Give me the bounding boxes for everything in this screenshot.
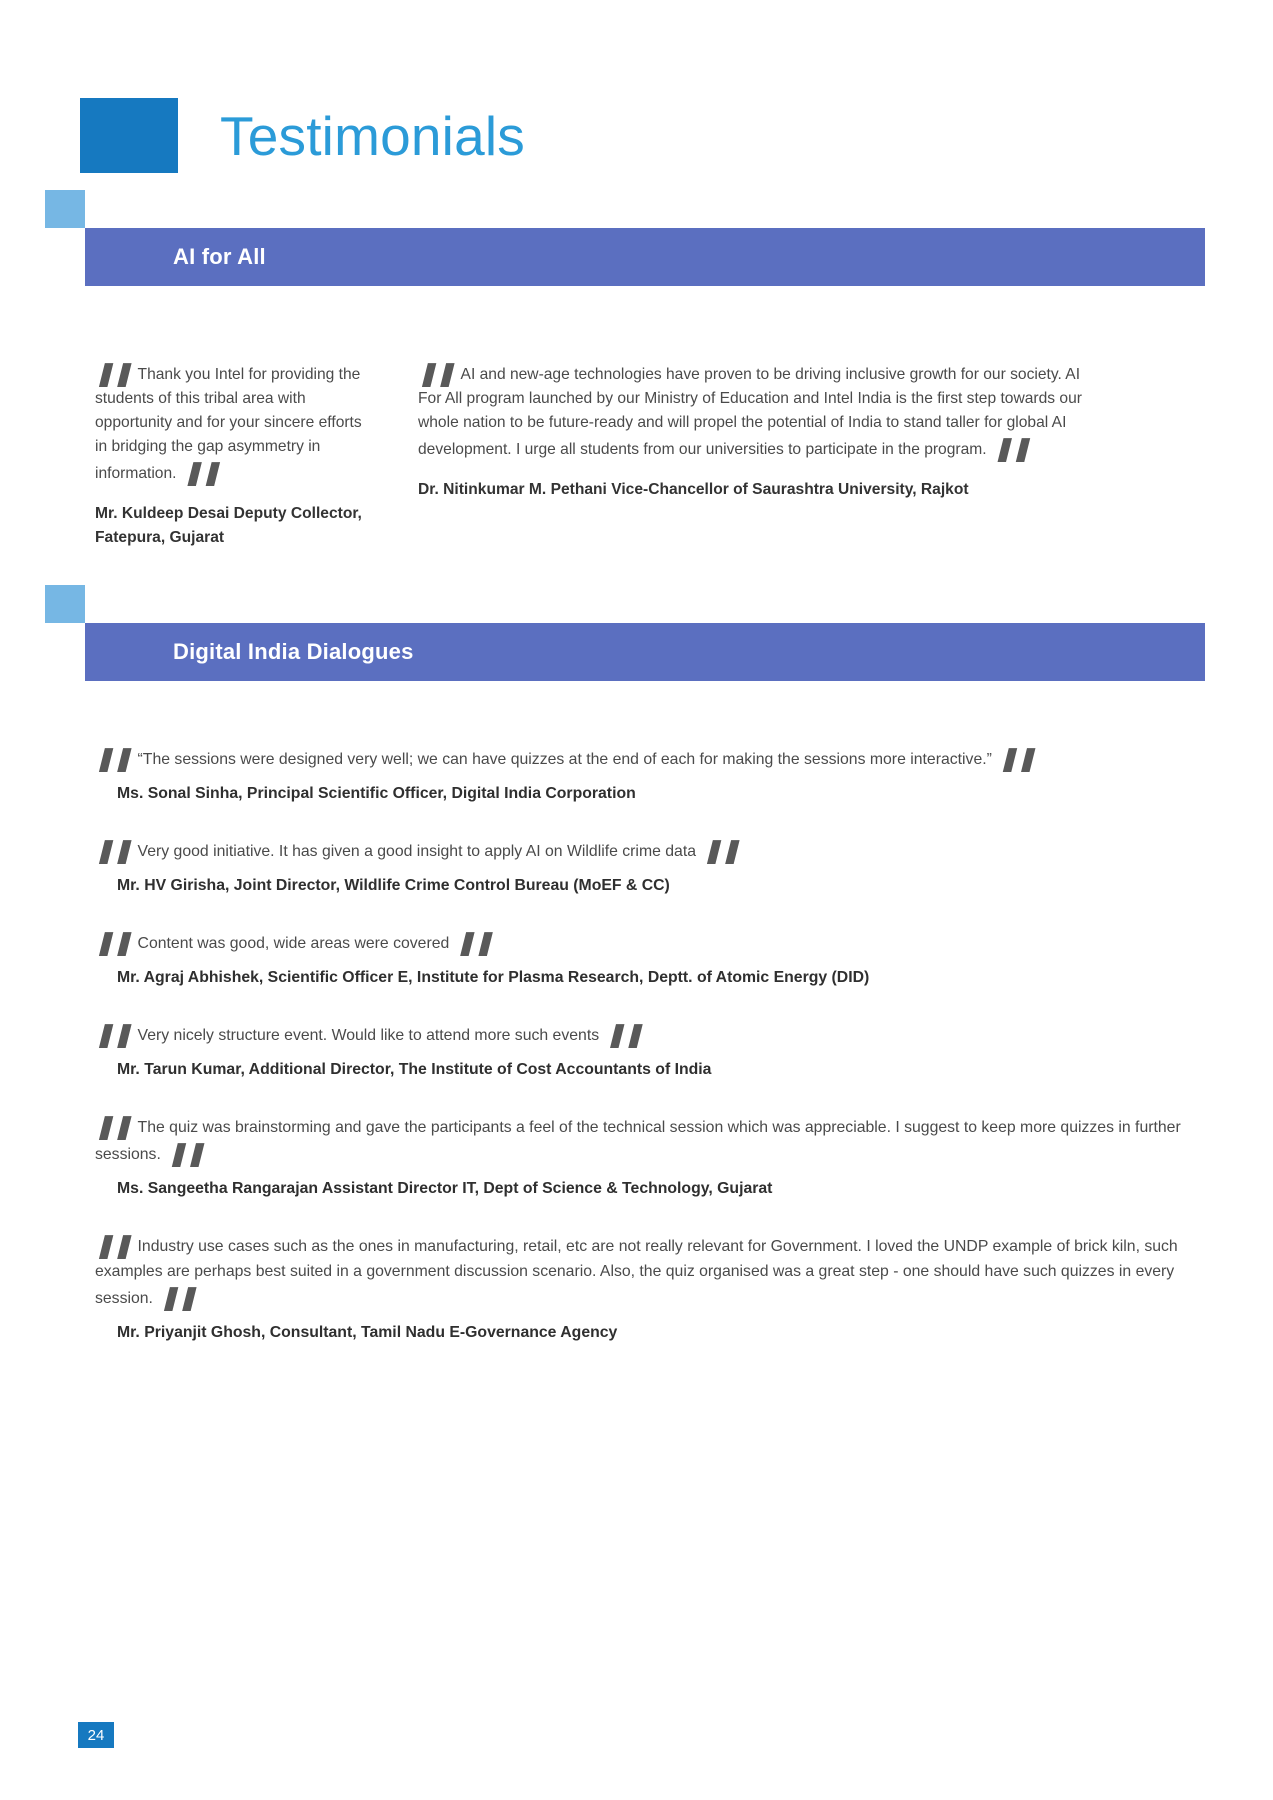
quote-close-icon: ❚❚	[167, 1140, 205, 1166]
testimonial-attribution: Mr. HV Girisha, Joint Director, Wildlife Crime Control Bureau (MoEF & CC)	[117, 877, 670, 894]
testimonial-attribution: Dr. Nitinkumar M. Pethani Vice-Chancellor of Saurashtra University, Rajkot	[418, 481, 969, 498]
quote-open-icon: ❚❚	[95, 929, 132, 955]
testimonial-attribution: Mr. Tarun Kumar, Additional Director, The Institute of Cost Accountants of India	[117, 1061, 712, 1078]
section-tab-accent	[45, 585, 85, 623]
page-header	[80, 98, 525, 173]
testimonial-quote	[95, 1021, 1205, 1048]
quote-close-icon: ❚❚	[703, 837, 740, 863]
quote-open-icon: ❚❚	[95, 745, 132, 771]
list-item	[95, 929, 1205, 990]
list-item	[95, 1232, 1205, 1345]
quote-open-icon: ❚❚	[418, 360, 455, 386]
testimonial-quote-text: Very nicely structure event. Would like to attend more such events	[137, 1027, 600, 1044]
quote-open-icon: ❚❚	[95, 360, 132, 386]
quote-close-icon: ❚❚	[993, 435, 1031, 461]
list-item	[95, 1021, 1205, 1082]
testimonial-quote-text: The quiz was brainstorming and gave the participants a feel of the technical session which was appreciable. I suggest to keep more quizzes in further sessions.	[95, 1119, 1181, 1163]
section-title-digital-india-dialogues: Digital India Dialogues	[173, 639, 414, 664]
quote-open-icon: ❚❚	[95, 837, 132, 863]
testimonial-quote-text: “The sessions were designed very well; we can have quizzes at the end of each for making the sessions more interactive.”	[137, 751, 992, 768]
testimonial-attribution: Ms. Sangeetha Rangarajan Assistant Director IT, Dept of Science & Technology, Gujarat	[117, 1180, 773, 1197]
section-header-bar	[85, 228, 1205, 286]
section-title-ai-for-all: AI for All	[173, 244, 266, 269]
quote-open-icon: ❚❚	[95, 1021, 132, 1047]
testimonial-quote	[95, 1113, 1205, 1167]
testimonial-quote-text: Very good initiative. It has given a good insight to apply AI on Wildlife crime data	[137, 843, 697, 860]
testimonial-quote	[95, 837, 1205, 864]
page-title: Testimonials	[220, 104, 526, 167]
testimonial-attribution: Mr. Kuldeep Desai Deputy Collector, Fatepura, Gujarat	[95, 505, 362, 546]
quote-close-icon: ❚❚	[183, 459, 221, 485]
page-number-badge: 24	[78, 1722, 114, 1748]
testimonial-attribution: Mr. Priyanjit Ghosh, Consultant, Tamil Nadu E-Governance Agency	[117, 1324, 618, 1341]
section-header-bar	[85, 623, 1205, 681]
testimonial-quote	[95, 929, 1205, 956]
quote-close-icon: ❚❚	[159, 1284, 197, 1310]
section-tab-accent	[45, 190, 85, 228]
quote-close-icon: ❚❚	[456, 929, 493, 955]
list-item	[95, 745, 1205, 806]
digital-india-testimonial-list	[95, 745, 1205, 1376]
testimonial-quote-text: Industry use cases such as the ones in manufacturing, retail, etc are not really relevant for Government. I loved the UNDP example of brick kiln, such examples are perhaps best suited in a government discussion scenario. Also, the quiz organised was a great step - one should have such quizzes in every session.	[95, 1238, 1178, 1307]
quote-open-icon: ❚❚	[95, 1113, 132, 1139]
header-accent-square	[80, 98, 178, 173]
testimonial-quote	[418, 360, 1098, 462]
testimonial-quote-text: Thank you Intel for providing the students of this tribal area with opportunity and for your sincere efforts in bridging the gap asymmetry in information.	[95, 366, 362, 482]
quote-open-icon: ❚❚	[95, 1232, 132, 1258]
quote-close-icon: ❚❚	[606, 1021, 643, 1047]
quote-close-icon: ❚❚	[998, 745, 1036, 771]
list-item	[95, 1113, 1205, 1201]
testimonial-attribution: Ms. Sonal Sinha, Principal Scientific Officer, Digital India Corporation	[117, 785, 636, 802]
testimonial-quote-text: AI and new-age technologies have proven to be driving inclusive growth for our society. AI For All program launched by our Ministry of Education and Intel India is the first step towards our whole nation to be future-ready and will propel the potential of India to stand taller for global AI development. I urge all students from our universities to participate in the program.	[418, 366, 1082, 458]
testimonial-quote	[95, 1232, 1205, 1311]
testimonial-card-right	[418, 360, 1098, 550]
testimonial-card-left	[95, 360, 370, 550]
testimonial-quote	[95, 360, 370, 486]
testimonial-quote	[95, 745, 1205, 772]
list-item	[95, 837, 1205, 898]
testimonial-attribution: Mr. Agraj Abhishek, Scientific Officer E, Institute for Plasma Research, Deptt. of Atomic Energy (DID)	[117, 969, 870, 986]
testimonial-quote-text: Content was good, wide areas were covered	[137, 935, 450, 952]
ai-for-all-testimonials	[95, 360, 1205, 550]
